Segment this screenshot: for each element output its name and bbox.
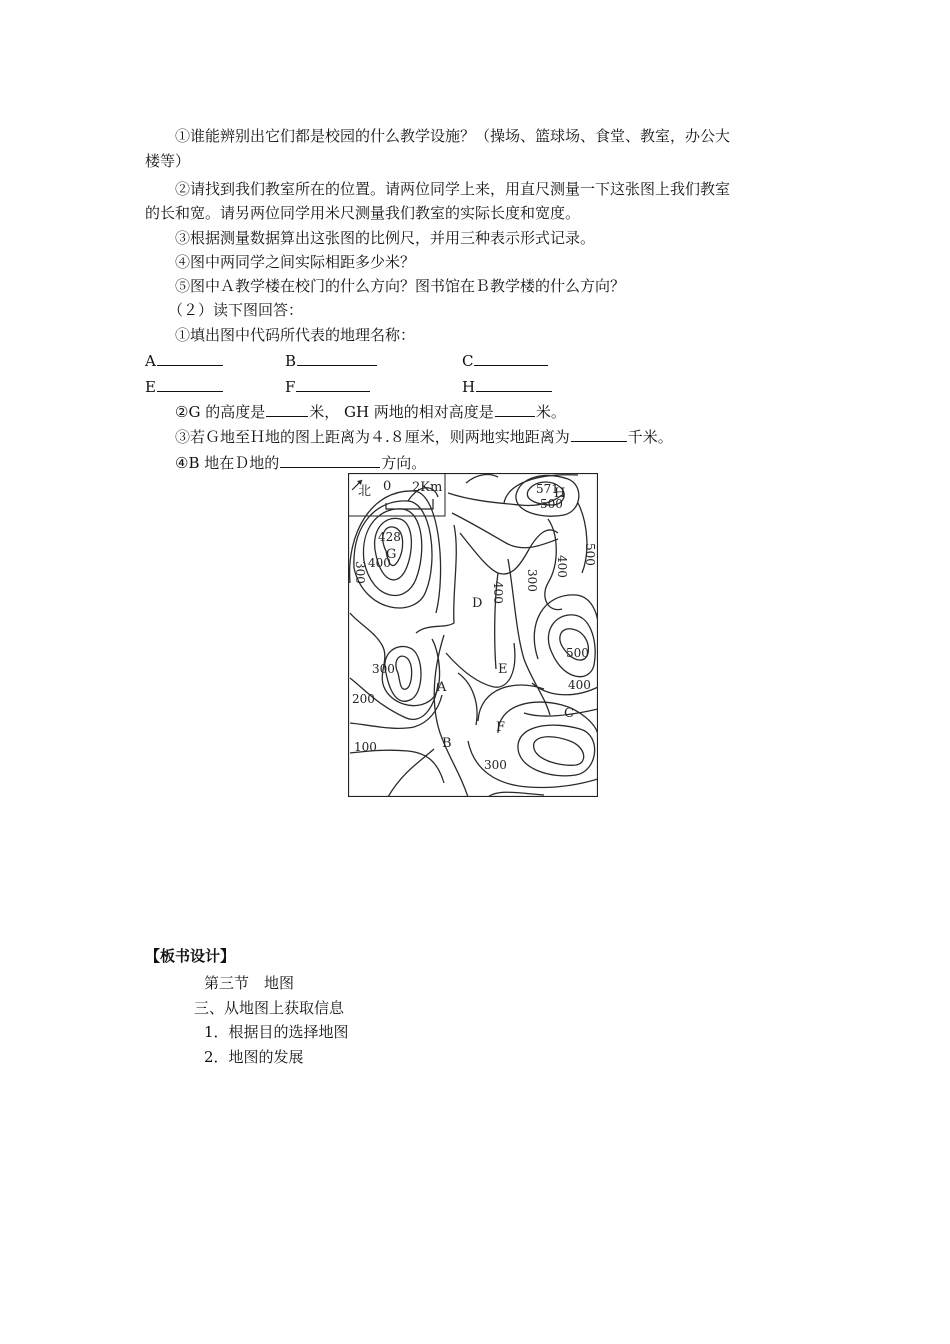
question-5: ⑤图中Ａ教学楼在校门的什么方向？图书馆在Ｂ教学楼的什么方向？ — [175, 277, 626, 295]
contour-label-100: 100 — [354, 740, 377, 754]
sub4-text-a: ④B 地在Ｄ地的 — [175, 454, 280, 472]
fill-label-a: A — [145, 352, 156, 370]
map-letter-h: H — [554, 486, 566, 501]
contour-label-300-west: 300 — [353, 561, 367, 584]
question-1-line-1: ①谁能辨别出它们都是校园的什么教学设施？（操场、篮球场、食堂、教室，办公大 — [175, 127, 731, 145]
question-3: ③根据测量数据算出这张图的比例尺，并用三种表示形式记录。 — [175, 229, 596, 247]
sub3-text-a: ③若Ｇ地至Ｈ地的图上距离为４.８厘米，则两地实地距离为 — [175, 428, 570, 446]
scale-zero: 0 — [383, 479, 392, 494]
contour-label-200: 200 — [352, 692, 375, 706]
contour-map — [348, 473, 598, 797]
board-item-1: 1．根据目的选择地图 — [204, 1023, 349, 1041]
fill-row-2-h — [462, 376, 553, 398]
board-section: 第三节 地图 — [204, 974, 295, 992]
contour-label-300-west-hill: 300 — [372, 662, 395, 676]
contour-label-428: 428 — [378, 530, 401, 544]
part-2-sub-3 — [175, 426, 673, 448]
map-letter-c: C — [564, 706, 574, 721]
sub2-text-b: 米， GH 两地的相对高度是 — [309, 403, 494, 421]
map-letter-a: A — [437, 680, 447, 695]
blank-direction[interactable] — [280, 453, 380, 468]
blank-b[interactable] — [297, 351, 377, 366]
fill-row-1-c — [462, 350, 549, 372]
map-letter-d: D — [472, 596, 483, 611]
fill-label-e: E — [145, 378, 156, 396]
map-letter-f: F — [496, 720, 506, 735]
blank-gh-relative[interactable] — [495, 402, 535, 417]
fill-row-2 — [145, 376, 224, 398]
board-sub: 三、从地图上获取信息 — [194, 999, 345, 1017]
contour-label-300-mid: 300 — [525, 569, 539, 592]
board-heading: 【板书设计】 — [145, 947, 236, 965]
fill-row-2-f — [285, 376, 371, 398]
sub2-text-c: 米。 — [535, 403, 566, 421]
fill-label-f: F — [285, 378, 296, 396]
sub2-text-a: ②G 的高度是 — [175, 403, 266, 421]
fill-label-h: H — [462, 378, 476, 396]
question-1-line-2: 楼等） — [145, 152, 191, 170]
contour-label-400-east: 400 — [555, 555, 569, 578]
map-letter-e: E — [498, 662, 508, 677]
part-2-sub-1: ①填出图中代码所代表的地理名称： — [175, 326, 416, 344]
map-letter-b: B — [442, 736, 452, 751]
part-2-sub-4 — [175, 452, 426, 474]
blank-f[interactable] — [296, 377, 370, 392]
contour-label-400-g: 400 — [368, 556, 391, 570]
north-label: 北 — [358, 484, 372, 499]
question-2-line-2: 的长和宽。请另两位同学用米尺测量我们教室的实际长度和宽度。 — [145, 204, 581, 222]
fill-label-c: C — [462, 352, 474, 370]
contour-label-500-c: 500 — [566, 646, 589, 660]
scale-text: 2Km — [412, 480, 443, 495]
question-4: ④图中两同学之间实际相距多少米？ — [175, 253, 416, 271]
sub4-text-b: 方向。 — [381, 454, 427, 472]
blank-h[interactable] — [476, 377, 552, 392]
blank-distance[interactable] — [571, 427, 627, 442]
contour-map-svg — [348, 473, 598, 797]
part-2-sub-2 — [175, 401, 566, 423]
contour-label-400-c: 400 — [568, 678, 591, 692]
fill-row-1 — [145, 350, 224, 372]
contour-label-500-h: 500 — [540, 497, 563, 511]
blank-g-height[interactable] — [266, 402, 308, 417]
fill-row-1-b — [285, 350, 378, 372]
blank-c[interactable] — [474, 351, 548, 366]
question-2-line-1: ②请找到我们教室所在的位置。请两位同学上来，用直尺测量一下这张图上我们教室 — [175, 180, 731, 198]
contour-label-571: 571 — [536, 482, 559, 496]
contour-label-500-east: 500 — [583, 543, 597, 566]
sub3-text-b: 千米。 — [627, 428, 673, 446]
contour-label-300-south: 300 — [484, 758, 507, 772]
map-letter-g: G — [386, 547, 397, 562]
blank-a[interactable] — [157, 351, 223, 366]
contour-label-400-mid: 400 — [491, 581, 505, 604]
blank-e[interactable] — [157, 377, 223, 392]
board-item-2: 2．地图的发展 — [204, 1048, 304, 1066]
part-2-heading: （２）读下图回答： — [168, 301, 304, 319]
fill-label-b: B — [285, 352, 297, 370]
